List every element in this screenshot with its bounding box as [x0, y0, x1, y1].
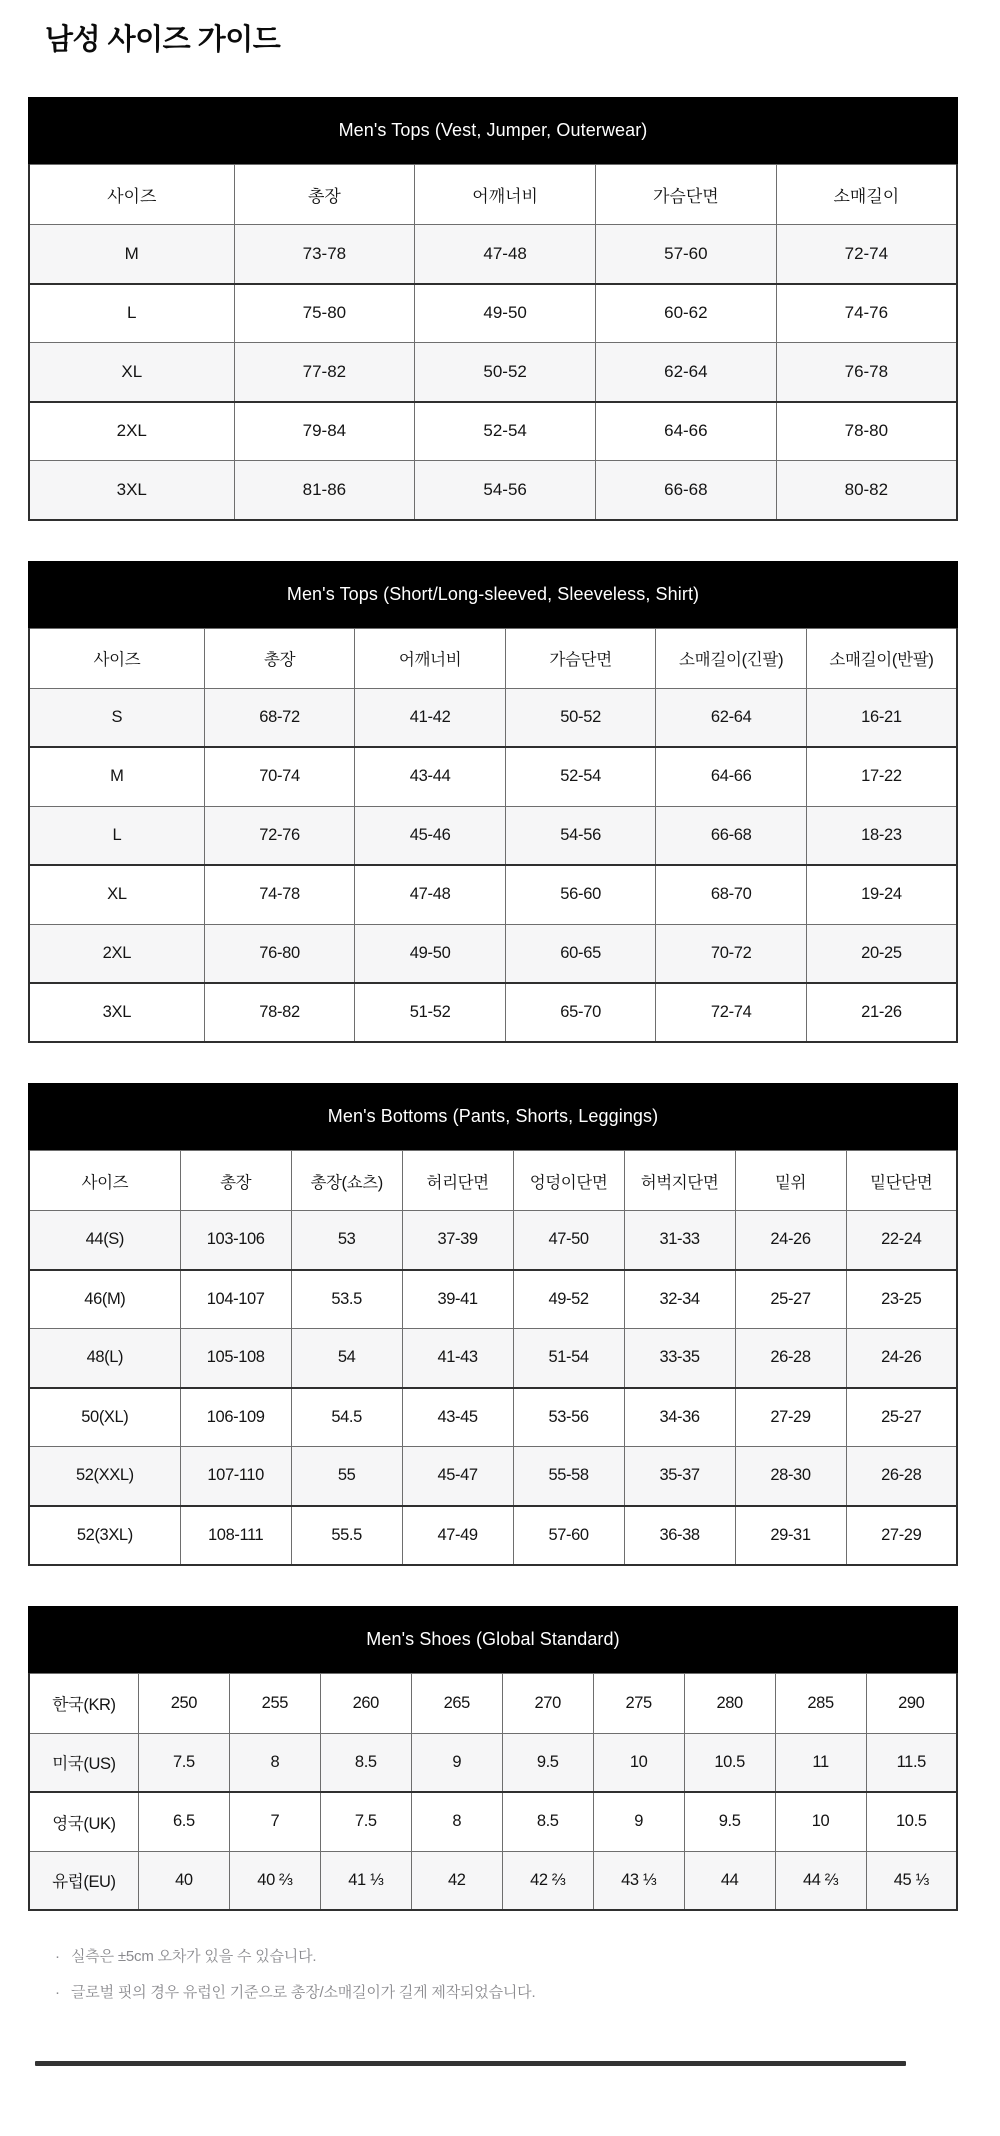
value-cell: 8.5 — [502, 1792, 593, 1851]
value-cell: 70-72 — [656, 924, 807, 983]
value-cell: 9 — [593, 1792, 684, 1851]
value-cell: 7 — [229, 1792, 320, 1851]
table-row — [29, 1211, 957, 1270]
row-label-cell: XL — [29, 343, 234, 402]
value-cell: 41-43 — [402, 1329, 513, 1388]
note-item — [55, 1975, 958, 2011]
tops-outerwear-size-table — [28, 164, 958, 521]
table-row — [29, 688, 957, 747]
table-row — [29, 1270, 957, 1329]
value-cell: 45-47 — [402, 1447, 513, 1506]
value-cell: 64-66 — [595, 402, 776, 461]
table-row — [29, 1329, 957, 1388]
value-cell: 72-74 — [776, 225, 957, 284]
value-cell: 66-68 — [656, 806, 807, 865]
value-cell: 20-25 — [806, 924, 957, 983]
column-header-cell: 250 — [138, 1673, 229, 1733]
value-cell: 39-41 — [402, 1270, 513, 1329]
table-row — [29, 402, 957, 461]
value-cell: 26-28 — [846, 1447, 957, 1506]
value-cell: 64-66 — [656, 747, 807, 806]
table-header-row — [29, 628, 957, 688]
column-header-cell: 소매길이 — [776, 165, 957, 225]
row-label-cell: XL — [29, 865, 204, 924]
tops-shirts-section — [28, 561, 958, 1044]
value-cell: 51-54 — [513, 1329, 624, 1388]
table-row — [29, 1792, 957, 1851]
value-cell: 52-54 — [505, 747, 656, 806]
column-header-cell: 소매길이(긴팔) — [656, 628, 807, 688]
value-cell: 54.5 — [291, 1388, 402, 1447]
tops-outerwear-section — [28, 97, 958, 521]
table-row — [29, 1733, 957, 1792]
value-cell: 77-82 — [234, 343, 415, 402]
value-cell: 29-31 — [735, 1506, 846, 1565]
column-header-cell: 엉덩이단면 — [513, 1151, 624, 1211]
value-cell: 43-44 — [355, 747, 506, 806]
column-header-cell: 290 — [866, 1673, 957, 1733]
table-header-row — [29, 1151, 957, 1211]
table-caption: Men's Bottoms (Pants, Shorts, Leggings) — [28, 1083, 958, 1150]
value-cell: 60-62 — [595, 284, 776, 343]
value-cell: 21-26 — [806, 983, 957, 1042]
bullet-icon: · — [55, 1984, 60, 2001]
value-cell: 53 — [291, 1211, 402, 1270]
value-cell: 23-25 — [846, 1270, 957, 1329]
row-label-cell: 48(L) — [29, 1329, 180, 1388]
value-cell: 49-50 — [415, 284, 596, 343]
column-header-cell: 어깨너비 — [355, 628, 506, 688]
column-header-cell: 한국(KR) — [29, 1673, 138, 1733]
value-cell: 33-35 — [624, 1329, 735, 1388]
value-cell: 7.5 — [138, 1733, 229, 1792]
table-header-row — [29, 1673, 957, 1733]
table-row — [29, 1851, 957, 1910]
value-cell: 17-22 — [806, 747, 957, 806]
value-cell: 43-45 — [402, 1388, 513, 1447]
column-header-cell: 밑단단면 — [846, 1151, 957, 1211]
value-cell: 45-46 — [355, 806, 506, 865]
value-cell: 65-70 — [505, 983, 656, 1042]
value-cell: 73-78 — [234, 225, 415, 284]
row-label-cell: 44(S) — [29, 1211, 180, 1270]
value-cell: 18-23 — [806, 806, 957, 865]
value-cell: 54 — [291, 1329, 402, 1388]
value-cell: 74-78 — [204, 865, 355, 924]
column-header-cell: 허벅지단면 — [624, 1151, 735, 1211]
column-header-cell: 사이즈 — [29, 165, 234, 225]
row-label-cell: 3XL — [29, 461, 234, 520]
value-cell: 68-70 — [656, 865, 807, 924]
value-cell: 34-36 — [624, 1388, 735, 1447]
value-cell: 42 ⅔ — [502, 1851, 593, 1910]
row-label-cell: 52(XXL) — [29, 1447, 180, 1506]
column-header-cell: 사이즈 — [29, 1151, 180, 1211]
column-header-cell: 265 — [411, 1673, 502, 1733]
table-row — [29, 1447, 957, 1506]
column-header-cell: 총장 — [180, 1151, 291, 1211]
bottoms-section — [28, 1083, 958, 1566]
note-text: 글로벌 핏의 경우 유럽인 기준으로 총장/소매길이가 길게 제작되었습니다. — [71, 1984, 536, 2001]
value-cell: 74-76 — [776, 284, 957, 343]
value-cell: 8 — [229, 1733, 320, 1792]
value-cell: 56-60 — [505, 865, 656, 924]
value-cell: 75-80 — [234, 284, 415, 343]
table-row — [29, 924, 957, 983]
value-cell: 25-27 — [735, 1270, 846, 1329]
value-cell: 42 — [411, 1851, 502, 1910]
row-label-cell: 46(M) — [29, 1270, 180, 1329]
value-cell: 11.5 — [866, 1733, 957, 1792]
value-cell: 41 ⅓ — [320, 1851, 411, 1910]
bottoms-size-table — [28, 1150, 958, 1566]
value-cell: 78-82 — [204, 983, 355, 1042]
notes-list — [55, 1939, 958, 2011]
value-cell: 10 — [775, 1792, 866, 1851]
value-cell: 19-24 — [806, 865, 957, 924]
table-row — [29, 343, 957, 402]
value-cell: 72-76 — [204, 806, 355, 865]
value-cell: 24-26 — [846, 1329, 957, 1388]
tops-shirts-size-table — [28, 628, 958, 1044]
row-label-cell: 52(3XL) — [29, 1506, 180, 1565]
value-cell: 6.5 — [138, 1792, 229, 1851]
row-label-cell: 영국(UK) — [29, 1792, 138, 1851]
value-cell: 55 — [291, 1447, 402, 1506]
table-caption: Men's Tops (Vest, Jumper, Outerwear) — [28, 97, 958, 164]
value-cell: 35-37 — [624, 1447, 735, 1506]
value-cell: 10.5 — [684, 1733, 775, 1792]
column-header-cell: 소매길이(반팔) — [806, 628, 957, 688]
page-title: 남성 사이즈 가이드 — [45, 24, 281, 56]
value-cell: 54-56 — [415, 461, 596, 520]
row-label-cell: 2XL — [29, 924, 204, 983]
column-header-cell: 가슴단면 — [595, 165, 776, 225]
table-row — [29, 225, 957, 284]
value-cell: 78-80 — [776, 402, 957, 461]
value-cell: 55-58 — [513, 1447, 624, 1506]
bottom-divider — [35, 2061, 906, 2066]
value-cell: 62-64 — [656, 688, 807, 747]
row-label-cell: 유럽(EU) — [29, 1851, 138, 1910]
value-cell: 55.5 — [291, 1506, 402, 1565]
value-cell: 8 — [411, 1792, 502, 1851]
table-row — [29, 865, 957, 924]
table-row — [29, 747, 957, 806]
column-header-cell: 총장 — [234, 165, 415, 225]
value-cell: 50-52 — [415, 343, 596, 402]
value-cell: 51-52 — [355, 983, 506, 1042]
column-header-cell: 275 — [593, 1673, 684, 1733]
row-label-cell: S — [29, 688, 204, 747]
value-cell: 76-80 — [204, 924, 355, 983]
value-cell: 27-29 — [735, 1388, 846, 1447]
column-header-cell: 280 — [684, 1673, 775, 1733]
value-cell: 16-21 — [806, 688, 957, 747]
value-cell: 66-68 — [595, 461, 776, 520]
value-cell: 62-64 — [595, 343, 776, 402]
value-cell: 105-108 — [180, 1329, 291, 1388]
row-label-cell: L — [29, 806, 204, 865]
value-cell: 81-86 — [234, 461, 415, 520]
shoes-size-table — [28, 1673, 958, 1912]
value-cell: 53-56 — [513, 1388, 624, 1447]
row-label-cell: 2XL — [29, 402, 234, 461]
value-cell: 49-50 — [355, 924, 506, 983]
value-cell: 9.5 — [684, 1792, 775, 1851]
value-cell: 27-29 — [846, 1506, 957, 1565]
value-cell: 25-27 — [846, 1388, 957, 1447]
value-cell: 76-78 — [776, 343, 957, 402]
table-caption: Men's Shoes (Global Standard) — [28, 1606, 958, 1673]
value-cell: 107-110 — [180, 1447, 291, 1506]
note-text: 실측은 ±5cm 오차가 있을 수 있습니다. — [71, 1948, 317, 1965]
value-cell: 79-84 — [234, 402, 415, 461]
bullet-icon: · — [55, 1948, 60, 1965]
value-cell: 41-42 — [355, 688, 506, 747]
column-header-cell: 총장 — [204, 628, 355, 688]
value-cell: 53.5 — [291, 1270, 402, 1329]
column-header-cell: 사이즈 — [29, 628, 204, 688]
row-label-cell: M — [29, 225, 234, 284]
value-cell: 60-65 — [505, 924, 656, 983]
value-cell: 26-28 — [735, 1329, 846, 1388]
value-cell: 47-50 — [513, 1211, 624, 1270]
column-header-cell: 270 — [502, 1673, 593, 1733]
column-header-cell: 285 — [775, 1673, 866, 1733]
value-cell: 11 — [775, 1733, 866, 1792]
value-cell: 9 — [411, 1733, 502, 1792]
value-cell: 47-48 — [355, 865, 506, 924]
table-row — [29, 461, 957, 520]
row-label-cell: L — [29, 284, 234, 343]
value-cell: 40 ⅔ — [229, 1851, 320, 1910]
table-header-row — [29, 165, 957, 225]
table-caption: Men's Tops (Short/Long-sleeved, Sleeveless, Shirt) — [28, 561, 958, 628]
value-cell: 103-106 — [180, 1211, 291, 1270]
value-cell: 80-82 — [776, 461, 957, 520]
column-header-cell: 260 — [320, 1673, 411, 1733]
value-cell: 36-38 — [624, 1506, 735, 1565]
table-row — [29, 806, 957, 865]
column-header-cell: 허리단면 — [402, 1151, 513, 1211]
value-cell: 49-52 — [513, 1270, 624, 1329]
value-cell: 9.5 — [502, 1733, 593, 1792]
column-header-cell: 어깨너비 — [415, 165, 596, 225]
value-cell: 44 ⅔ — [775, 1851, 866, 1910]
value-cell: 8.5 — [320, 1733, 411, 1792]
value-cell: 57-60 — [595, 225, 776, 284]
column-header-cell: 255 — [229, 1673, 320, 1733]
column-header-cell: 가슴단면 — [505, 628, 656, 688]
value-cell: 40 — [138, 1851, 229, 1910]
value-cell: 10 — [593, 1733, 684, 1792]
table-row — [29, 1388, 957, 1447]
row-label-cell: M — [29, 747, 204, 806]
value-cell: 32-34 — [624, 1270, 735, 1329]
value-cell: 72-74 — [656, 983, 807, 1042]
value-cell: 70-74 — [204, 747, 355, 806]
value-cell: 31-33 — [624, 1211, 735, 1270]
column-header-cell: 총장(쇼츠) — [291, 1151, 402, 1211]
value-cell: 57-60 — [513, 1506, 624, 1565]
value-cell: 43 ⅓ — [593, 1851, 684, 1910]
row-label-cell: 미국(US) — [29, 1733, 138, 1792]
table-row — [29, 983, 957, 1042]
value-cell: 45 ⅓ — [866, 1851, 957, 1910]
value-cell: 47-48 — [415, 225, 596, 284]
table-row — [29, 284, 957, 343]
row-label-cell: 3XL — [29, 983, 204, 1042]
value-cell: 108-111 — [180, 1506, 291, 1565]
value-cell: 52-54 — [415, 402, 596, 461]
shoes-section — [28, 1606, 958, 1912]
value-cell: 28-30 — [735, 1447, 846, 1506]
value-cell: 106-109 — [180, 1388, 291, 1447]
value-cell: 44 — [684, 1851, 775, 1910]
row-label-cell: 50(XL) — [29, 1388, 180, 1447]
value-cell: 22-24 — [846, 1211, 957, 1270]
value-cell: 47-49 — [402, 1506, 513, 1565]
column-header-cell: 밑위 — [735, 1151, 846, 1211]
value-cell: 24-26 — [735, 1211, 846, 1270]
value-cell: 7.5 — [320, 1792, 411, 1851]
value-cell: 10.5 — [866, 1792, 957, 1851]
table-row — [29, 1506, 957, 1565]
value-cell: 104-107 — [180, 1270, 291, 1329]
value-cell: 50-52 — [505, 688, 656, 747]
value-cell: 54-56 — [505, 806, 656, 865]
value-cell: 68-72 — [204, 688, 355, 747]
note-item — [55, 1939, 958, 1975]
value-cell: 37-39 — [402, 1211, 513, 1270]
